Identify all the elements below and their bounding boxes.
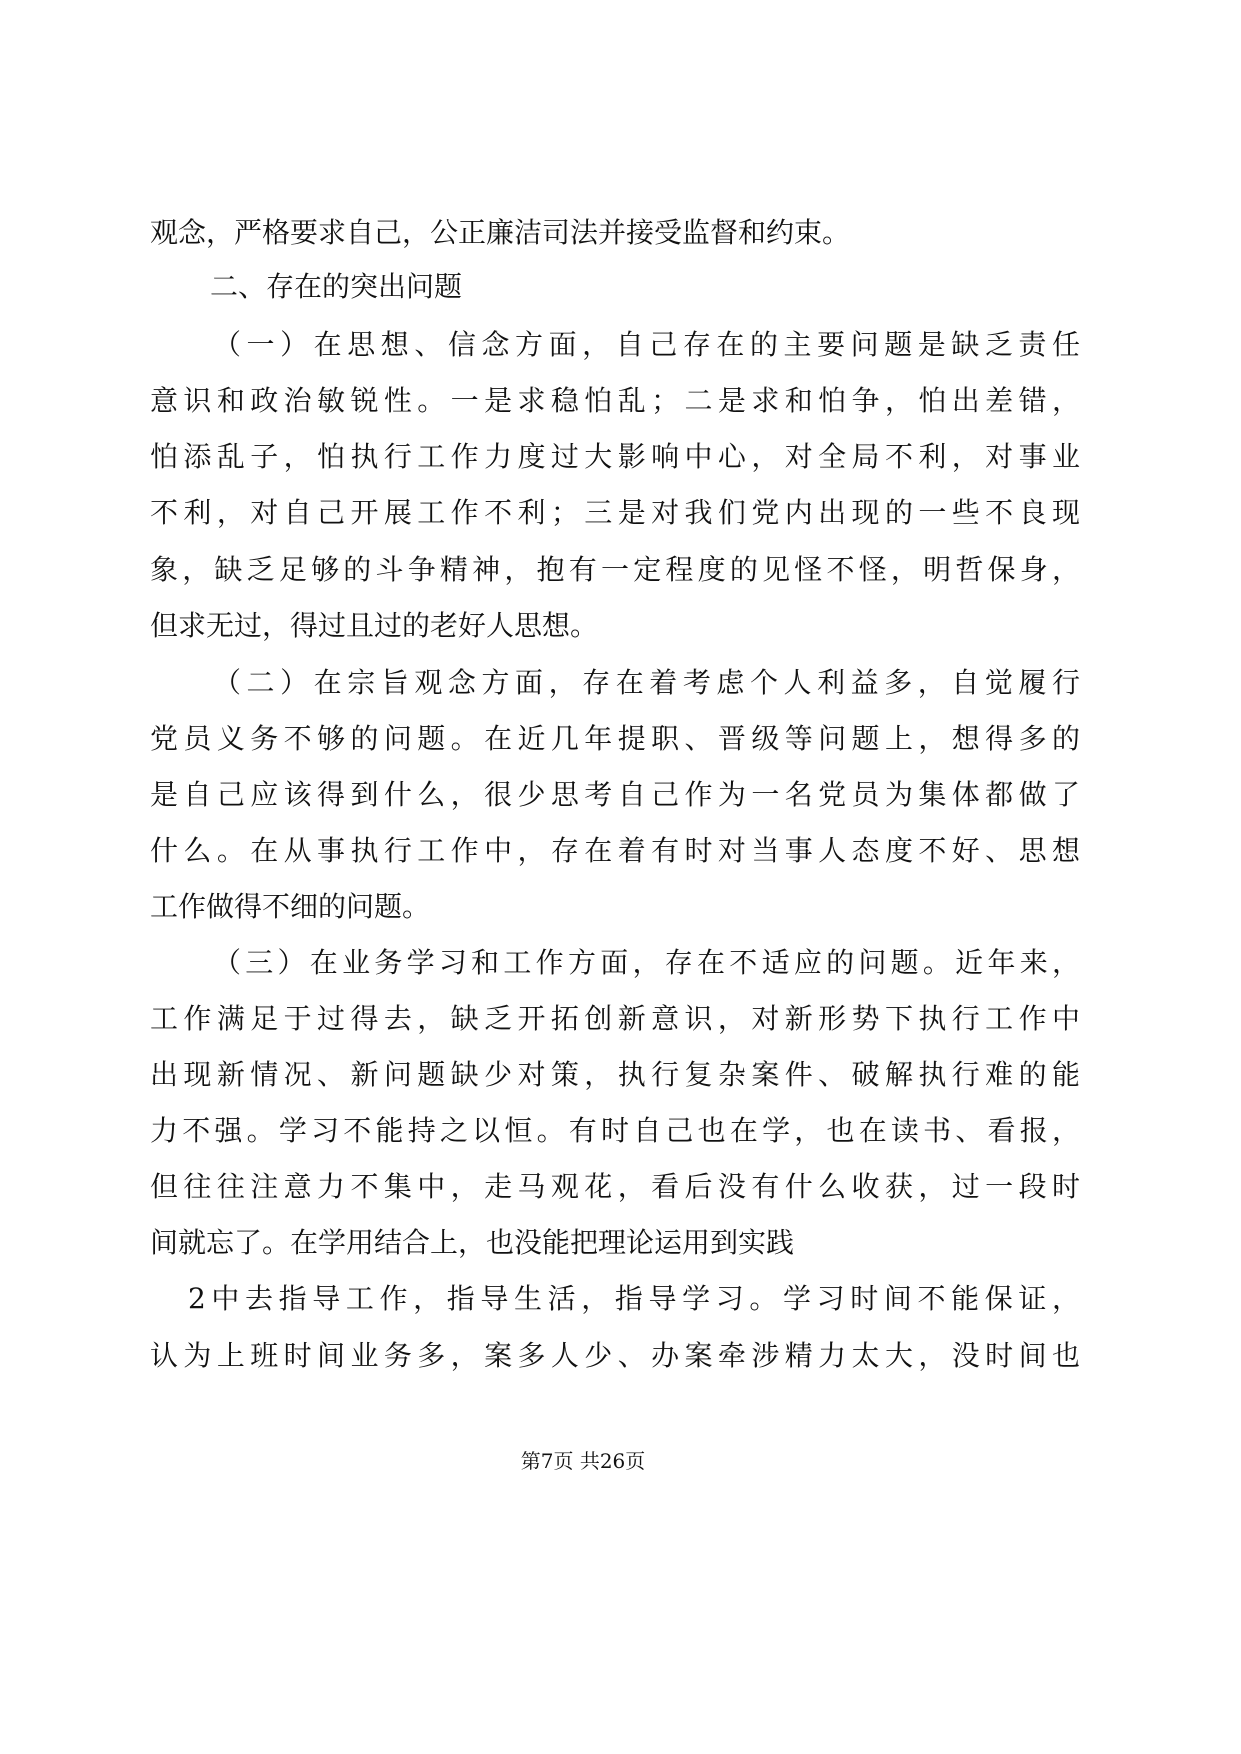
text-line: 认为上班时间业务多，案多人少、办案牵涉精力太大，没时间也 (150, 1339, 1080, 1372)
text-line: （二）在宗旨观念方面，存在着考虑个人利益多，自觉履行 (213, 666, 1080, 699)
text-line: 象，缺乏足够的斗争精神，抱有一定程度的见怪不怪，明哲保身， (150, 553, 1080, 586)
text-line: 意识和政治敏锐性。一是求稳怕乱；二是求和怕争，怕出差错， (150, 384, 1080, 417)
text-line: （三）在业务学习和工作方面，存在不适应的问题。近年来， (213, 946, 1080, 979)
section-heading: 二、存在的突出问题 (210, 270, 463, 303)
text-line: （一）在思想、信念方面，自己存在的主要问题是缺乏责任 (213, 328, 1080, 361)
text-line: 党员义务不够的问题。在近几年提职、晋级等问题上，想得多的 (150, 722, 1080, 755)
text-line: 工作满足于过得去，缺乏开拓创新意识，对新形势下执行工作中 (150, 1002, 1080, 1035)
text-line: 2中去指导工作，指导生活，指导学习。学习时间不能保证， (188, 1282, 1080, 1315)
text-line: 不利，对自己开展工作不利；三是对我们党内出现的一些不良现 (150, 496, 1080, 529)
text-line: 是自己应该得到什么，很少思考自己作为一名党员为集体都做了 (150, 778, 1080, 811)
text-line: 观念，严格要求自己，公正廉洁司法并接受监督和约束。 (150, 216, 851, 249)
text-line: 工作做得不细的问题。 (150, 890, 431, 923)
text-line: 什么。在从事执行工作中，存在着有时对当事人态度不好、思想 (150, 834, 1080, 867)
text-line: 但往往注意力不集中，走马观花，看后没有什么收获，过一段时 (150, 1170, 1080, 1203)
text-line: 间就忘了。在学用结合上，也没能把理论运用到实践 (150, 1226, 795, 1259)
text-line: 但求无过，得过且过的老好人思想。 (150, 609, 599, 642)
text-line: 力不强。学习不能持之以恒。有时自己也在学，也在读书、看报， (150, 1114, 1080, 1147)
text-line: 出现新情况、新问题缺少对策，执行复杂案件、破解执行难的能 (150, 1058, 1080, 1091)
text-line: 怕添乱子，怕执行工作力度过大影响中心，对全局不利，对事业 (150, 440, 1080, 473)
page-number-footer: 第7页 共26页 (520, 1449, 646, 1473)
